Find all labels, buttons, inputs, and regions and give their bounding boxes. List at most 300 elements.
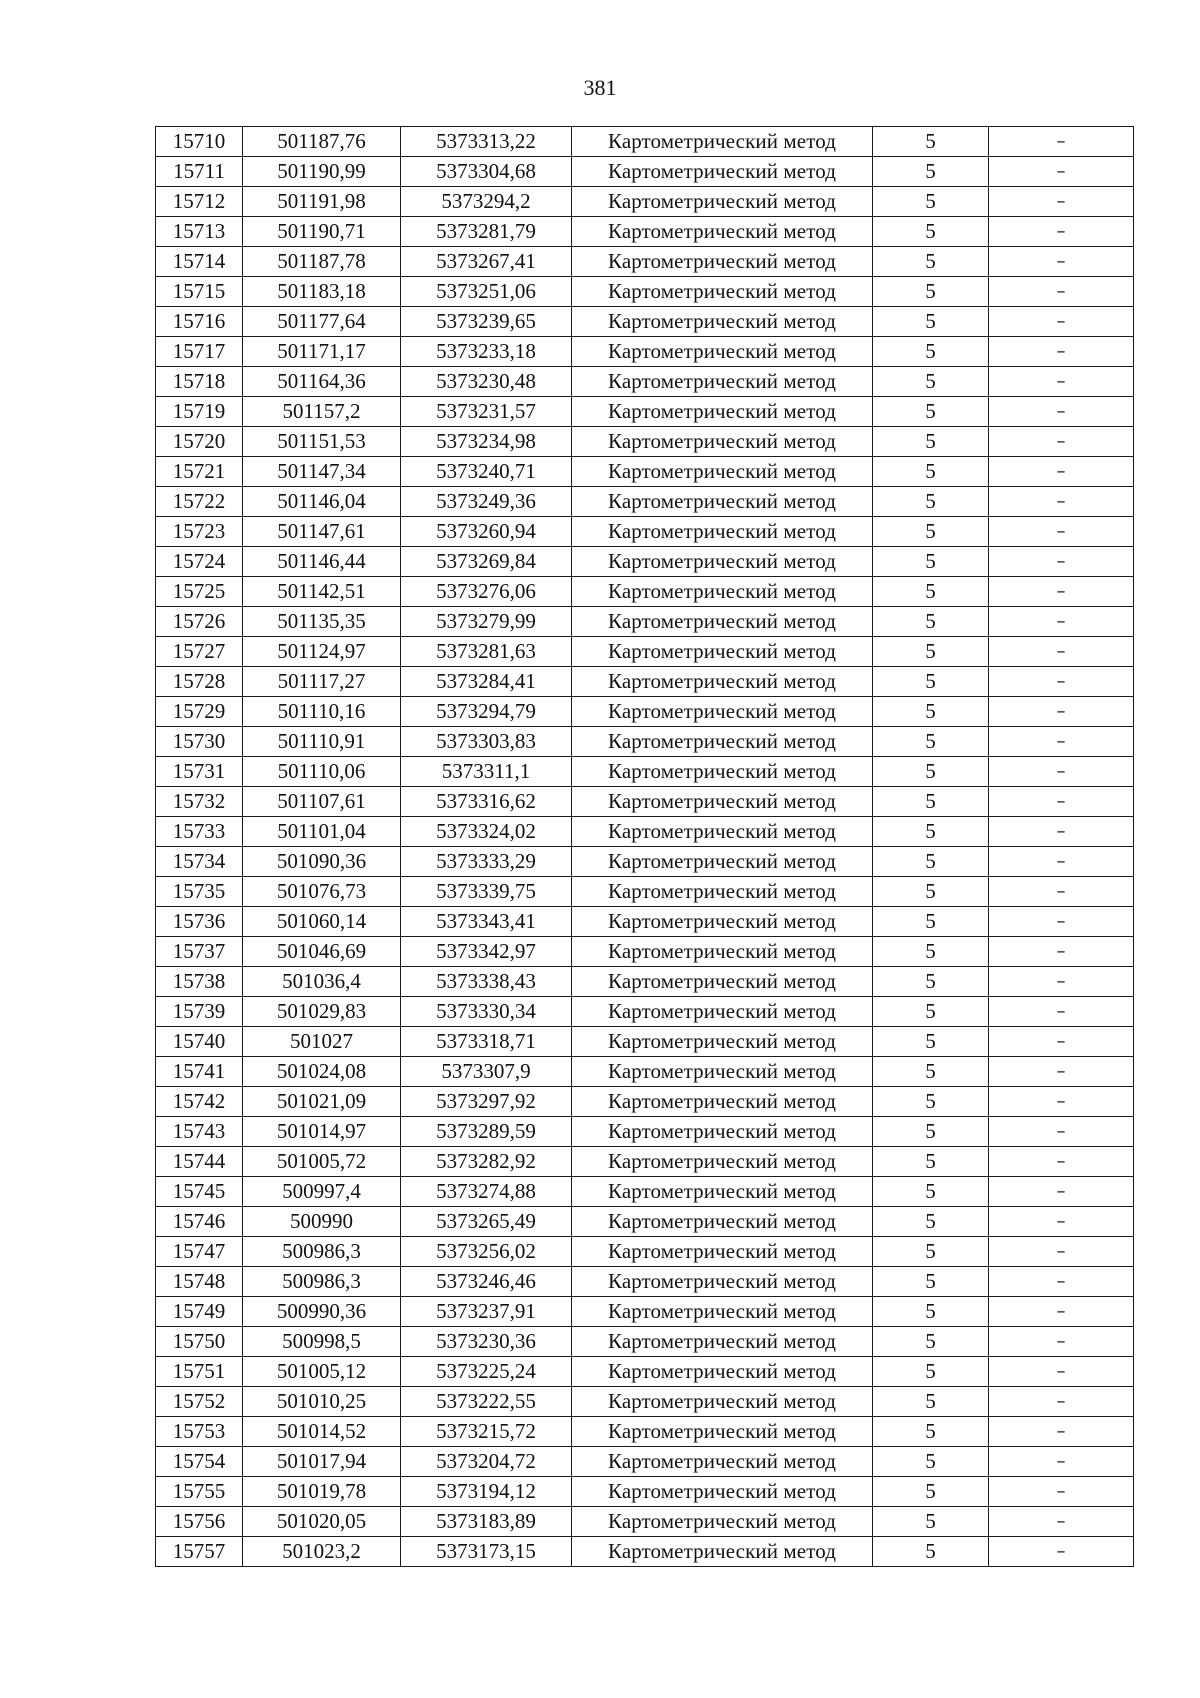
- cell-method: Картометрический метод: [572, 1387, 873, 1417]
- cell-accuracy: 5: [873, 427, 989, 457]
- table-row: [156, 1477, 1134, 1507]
- cell-accuracy: 5: [873, 277, 989, 307]
- cell-method: Картометрический метод: [572, 127, 873, 157]
- cell-accuracy: 5: [873, 1357, 989, 1387]
- cell-y-coordinate: 5373289,59: [401, 1117, 572, 1147]
- cell-accuracy: 5: [873, 247, 989, 277]
- cell-accuracy: 5: [873, 787, 989, 817]
- table-row: [156, 397, 1134, 427]
- cell-note: –: [989, 1267, 1134, 1297]
- cell-y-coordinate: 5373304,68: [401, 157, 572, 187]
- cell-point-number: 15724: [156, 547, 243, 577]
- cell-y-coordinate: 5373313,22: [401, 127, 572, 157]
- cell-accuracy: 5: [873, 457, 989, 487]
- cell-point-number: 15732: [156, 787, 243, 817]
- cell-point-number: 15741: [156, 1057, 243, 1087]
- cell-y-coordinate: 5373294,79: [401, 697, 572, 727]
- cell-point-number: 15727: [156, 637, 243, 667]
- table-row: [156, 1297, 1134, 1327]
- table-row: [156, 697, 1134, 727]
- cell-method: Картометрический метод: [572, 547, 873, 577]
- cell-x-coordinate: 501171,17: [243, 337, 401, 367]
- cell-point-number: 15745: [156, 1177, 243, 1207]
- cell-method: Картометрический метод: [572, 1477, 873, 1507]
- cell-x-coordinate: 501190,71: [243, 217, 401, 247]
- cell-y-coordinate: 5373230,48: [401, 367, 572, 397]
- cell-point-number: 15738: [156, 967, 243, 997]
- cell-point-number: 15725: [156, 577, 243, 607]
- cell-y-coordinate: 5373233,18: [401, 337, 572, 367]
- table-row: [156, 1207, 1134, 1237]
- cell-point-number: 15720: [156, 427, 243, 457]
- cell-note: –: [989, 877, 1134, 907]
- cell-method: Картометрический метод: [572, 1297, 873, 1327]
- table-row: [156, 787, 1134, 817]
- cell-x-coordinate: 501124,97: [243, 637, 401, 667]
- cell-accuracy: 5: [873, 157, 989, 187]
- cell-x-coordinate: 501183,18: [243, 277, 401, 307]
- cell-accuracy: 5: [873, 667, 989, 697]
- cell-note: –: [989, 1297, 1134, 1327]
- cell-method: Картометрический метод: [572, 1507, 873, 1537]
- cell-point-number: 15728: [156, 667, 243, 697]
- cell-y-coordinate: 5373256,02: [401, 1237, 572, 1267]
- cell-x-coordinate: 501146,44: [243, 547, 401, 577]
- cell-y-coordinate: 5373282,92: [401, 1147, 572, 1177]
- cell-y-coordinate: 5373269,84: [401, 547, 572, 577]
- cell-point-number: 15748: [156, 1267, 243, 1297]
- cell-x-coordinate: 501014,52: [243, 1417, 401, 1447]
- table-row: [156, 877, 1134, 907]
- cell-method: Картометрический метод: [572, 637, 873, 667]
- cell-point-number: 15715: [156, 277, 243, 307]
- cell-x-coordinate: 501147,34: [243, 457, 401, 487]
- cell-x-coordinate: 501036,4: [243, 967, 401, 997]
- cell-y-coordinate: 5373251,06: [401, 277, 572, 307]
- cell-y-coordinate: 5373246,46: [401, 1267, 572, 1297]
- cell-point-number: 15722: [156, 487, 243, 517]
- cell-point-number: 15751: [156, 1357, 243, 1387]
- cell-y-coordinate: 5373311,1: [401, 757, 572, 787]
- cell-note: –: [989, 937, 1134, 967]
- cell-method: Картометрический метод: [572, 1417, 873, 1447]
- cell-method: Картометрический метод: [572, 1027, 873, 1057]
- table-row: [156, 307, 1134, 337]
- cell-accuracy: 5: [873, 1387, 989, 1417]
- coordinates-table: [155, 126, 1134, 1567]
- table-row: [156, 1447, 1134, 1477]
- cell-y-coordinate: 5373307,9: [401, 1057, 572, 1087]
- table-row: [156, 967, 1134, 997]
- cell-y-coordinate: 5373173,15: [401, 1537, 572, 1567]
- cell-y-coordinate: 5373303,83: [401, 727, 572, 757]
- table-row: [156, 487, 1134, 517]
- cell-note: –: [989, 667, 1134, 697]
- cell-method: Картометрический метод: [572, 1117, 873, 1147]
- cell-method: Картометрический метод: [572, 337, 873, 367]
- cell-accuracy: 5: [873, 877, 989, 907]
- cell-method: Картометрический метод: [572, 1177, 873, 1207]
- cell-method: Картометрический метод: [572, 1237, 873, 1267]
- cell-note: –: [989, 637, 1134, 667]
- cell-note: –: [989, 907, 1134, 937]
- cell-accuracy: 5: [873, 847, 989, 877]
- cell-note: –: [989, 607, 1134, 637]
- cell-y-coordinate: 5373276,06: [401, 577, 572, 607]
- cell-x-coordinate: 501146,04: [243, 487, 401, 517]
- cell-method: Картометрический метод: [572, 697, 873, 727]
- cell-accuracy: 5: [873, 547, 989, 577]
- table-row: [156, 1237, 1134, 1267]
- table-row: [156, 247, 1134, 277]
- cell-note: –: [989, 337, 1134, 367]
- cell-point-number: 15714: [156, 247, 243, 277]
- cell-x-coordinate: 501020,05: [243, 1507, 401, 1537]
- cell-point-number: 15733: [156, 817, 243, 847]
- table-row: [156, 277, 1134, 307]
- cell-point-number: 15710: [156, 127, 243, 157]
- cell-note: –: [989, 1027, 1134, 1057]
- cell-note: –: [989, 427, 1134, 457]
- cell-method: Картометрический метод: [572, 247, 873, 277]
- cell-y-coordinate: 5373265,49: [401, 1207, 572, 1237]
- cell-note: –: [989, 1057, 1134, 1087]
- cell-y-coordinate: 5373316,62: [401, 787, 572, 817]
- cell-method: Картометрический метод: [572, 427, 873, 457]
- cell-note: –: [989, 1327, 1134, 1357]
- cell-point-number: 15719: [156, 397, 243, 427]
- cell-note: –: [989, 547, 1134, 577]
- cell-method: Картометрический метод: [572, 907, 873, 937]
- cell-note: –: [989, 1417, 1134, 1447]
- cell-accuracy: 5: [873, 817, 989, 847]
- table-row: [156, 817, 1134, 847]
- cell-y-coordinate: 5373281,63: [401, 637, 572, 667]
- cell-note: –: [989, 217, 1134, 247]
- cell-note: –: [989, 697, 1134, 727]
- cell-y-coordinate: 5373239,65: [401, 307, 572, 337]
- cell-accuracy: 5: [873, 517, 989, 547]
- cell-method: Картометрический метод: [572, 967, 873, 997]
- cell-x-coordinate: 500986,3: [243, 1267, 401, 1297]
- table-row: [156, 337, 1134, 367]
- cell-y-coordinate: 5373231,57: [401, 397, 572, 427]
- cell-point-number: 15731: [156, 757, 243, 787]
- cell-accuracy: 5: [873, 697, 989, 727]
- table-row: [156, 367, 1134, 397]
- cell-method: Картометрический метод: [572, 757, 873, 787]
- cell-method: Картометрический метод: [572, 607, 873, 637]
- cell-accuracy: 5: [873, 1327, 989, 1357]
- cell-x-coordinate: 501023,2: [243, 1537, 401, 1567]
- table-row: [156, 427, 1134, 457]
- cell-accuracy: 5: [873, 937, 989, 967]
- cell-point-number: 15743: [156, 1117, 243, 1147]
- page-number: 381: [583, 75, 617, 100]
- cell-point-number: 15736: [156, 907, 243, 937]
- cell-accuracy: 5: [873, 487, 989, 517]
- cell-x-coordinate: 501060,14: [243, 907, 401, 937]
- cell-accuracy: 5: [873, 1237, 989, 1267]
- cell-accuracy: 5: [873, 367, 989, 397]
- cell-note: –: [989, 1087, 1134, 1117]
- cell-method: Картометрический метод: [572, 457, 873, 487]
- cell-x-coordinate: 501142,51: [243, 577, 401, 607]
- cell-point-number: 15712: [156, 187, 243, 217]
- cell-point-number: 15713: [156, 217, 243, 247]
- cell-method: Картометрический метод: [572, 1537, 873, 1567]
- cell-x-coordinate: 501107,61: [243, 787, 401, 817]
- cell-y-coordinate: 5373234,98: [401, 427, 572, 457]
- cell-x-coordinate: 501076,73: [243, 877, 401, 907]
- cell-x-coordinate: 501110,06: [243, 757, 401, 787]
- cell-x-coordinate: 501014,97: [243, 1117, 401, 1147]
- table-row: [156, 937, 1134, 967]
- cell-note: –: [989, 367, 1134, 397]
- cell-method: Картометрический метод: [572, 1087, 873, 1117]
- cell-note: –: [989, 1387, 1134, 1417]
- cell-point-number: 15730: [156, 727, 243, 757]
- cell-x-coordinate: 501187,76: [243, 127, 401, 157]
- cell-x-coordinate: 501190,99: [243, 157, 401, 187]
- cell-x-coordinate: 501191,98: [243, 187, 401, 217]
- cell-point-number: 15752: [156, 1387, 243, 1417]
- cell-accuracy: 5: [873, 757, 989, 787]
- cell-x-coordinate: 501101,04: [243, 817, 401, 847]
- cell-y-coordinate: 5373249,36: [401, 487, 572, 517]
- cell-point-number: 15747: [156, 1237, 243, 1267]
- cell-accuracy: 5: [873, 607, 989, 637]
- cell-note: –: [989, 187, 1134, 217]
- cell-accuracy: 5: [873, 307, 989, 337]
- cell-accuracy: 5: [873, 637, 989, 667]
- cell-note: –: [989, 817, 1134, 847]
- cell-x-coordinate: 501027: [243, 1027, 401, 1057]
- cell-note: –: [989, 577, 1134, 607]
- cell-note: –: [989, 277, 1134, 307]
- cell-x-coordinate: 501164,36: [243, 367, 401, 397]
- cell-note: –: [989, 1477, 1134, 1507]
- cell-accuracy: 5: [873, 1267, 989, 1297]
- cell-y-coordinate: 5373260,94: [401, 517, 572, 547]
- cell-x-coordinate: 501090,36: [243, 847, 401, 877]
- table-row: [156, 217, 1134, 247]
- cell-y-coordinate: 5373333,29: [401, 847, 572, 877]
- cell-x-coordinate: 501147,61: [243, 517, 401, 547]
- cell-y-coordinate: 5373294,2: [401, 187, 572, 217]
- table-row: [156, 1357, 1134, 1387]
- cell-accuracy: 5: [873, 1117, 989, 1147]
- cell-accuracy: 5: [873, 1177, 989, 1207]
- cell-method: Картометрический метод: [572, 937, 873, 967]
- cell-accuracy: 5: [873, 1087, 989, 1117]
- cell-method: Картометрический метод: [572, 847, 873, 877]
- cell-note: –: [989, 787, 1134, 817]
- cell-accuracy: 5: [873, 1477, 989, 1507]
- table-row: [156, 187, 1134, 217]
- cell-method: Картометрический метод: [572, 1057, 873, 1087]
- cell-point-number: 15734: [156, 847, 243, 877]
- cell-x-coordinate: 501110,91: [243, 727, 401, 757]
- cell-method: Картометрический метод: [572, 1357, 873, 1387]
- table-row: [156, 127, 1134, 157]
- cell-point-number: 15729: [156, 697, 243, 727]
- cell-x-coordinate: 501151,53: [243, 427, 401, 457]
- cell-point-number: 15723: [156, 517, 243, 547]
- cell-note: –: [989, 487, 1134, 517]
- table-row: [156, 1327, 1134, 1357]
- table-row: [156, 607, 1134, 637]
- cell-x-coordinate: 501029,83: [243, 997, 401, 1027]
- cell-y-coordinate: 5373183,89: [401, 1507, 572, 1537]
- cell-method: Картометрический метод: [572, 367, 873, 397]
- cell-accuracy: 5: [873, 217, 989, 247]
- table-row: [156, 667, 1134, 697]
- cell-y-coordinate: 5373339,75: [401, 877, 572, 907]
- table-row: [156, 517, 1134, 547]
- cell-accuracy: 5: [873, 1027, 989, 1057]
- cell-x-coordinate: 501005,72: [243, 1147, 401, 1177]
- cell-x-coordinate: 500990: [243, 1207, 401, 1237]
- cell-accuracy: 5: [873, 127, 989, 157]
- cell-x-coordinate: 501005,12: [243, 1357, 401, 1387]
- cell-note: –: [989, 1537, 1134, 1567]
- table-row: [156, 1267, 1134, 1297]
- cell-point-number: 15739: [156, 997, 243, 1027]
- cell-method: Картометрический метод: [572, 307, 873, 337]
- cell-y-coordinate: 5373330,34: [401, 997, 572, 1027]
- cell-y-coordinate: 5373284,41: [401, 667, 572, 697]
- cell-point-number: 15750: [156, 1327, 243, 1357]
- cell-point-number: 15718: [156, 367, 243, 397]
- cell-x-coordinate: 500997,4: [243, 1177, 401, 1207]
- cell-note: –: [989, 1357, 1134, 1387]
- cell-point-number: 15716: [156, 307, 243, 337]
- cell-accuracy: 5: [873, 1447, 989, 1477]
- table-row: [156, 1147, 1134, 1177]
- table-row: [156, 1417, 1134, 1447]
- coordinates-table-body: [156, 127, 1134, 1567]
- table-row: [156, 547, 1134, 577]
- cell-method: Картометрический метод: [572, 787, 873, 817]
- cell-method: Картометрический метод: [572, 877, 873, 907]
- cell-point-number: 15744: [156, 1147, 243, 1177]
- table-row: [156, 577, 1134, 607]
- cell-accuracy: 5: [873, 727, 989, 757]
- cell-y-coordinate: 5373225,24: [401, 1357, 572, 1387]
- cell-accuracy: 5: [873, 1207, 989, 1237]
- cell-method: Картометрический метод: [572, 277, 873, 307]
- cell-method: Картометрический метод: [572, 817, 873, 847]
- cell-point-number: 15756: [156, 1507, 243, 1537]
- cell-point-number: 15757: [156, 1537, 243, 1567]
- table-row: [156, 997, 1134, 1027]
- cell-note: –: [989, 307, 1134, 337]
- table-row: [156, 1507, 1134, 1537]
- cell-x-coordinate: 501135,35: [243, 607, 401, 637]
- cell-point-number: 15755: [156, 1477, 243, 1507]
- cell-note: –: [989, 397, 1134, 427]
- cell-note: –: [989, 157, 1134, 187]
- cell-note: –: [989, 517, 1134, 547]
- cell-y-coordinate: 5373318,71: [401, 1027, 572, 1057]
- cell-accuracy: 5: [873, 997, 989, 1027]
- table-row: [156, 1057, 1134, 1087]
- cell-point-number: 15737: [156, 937, 243, 967]
- cell-note: –: [989, 967, 1134, 997]
- cell-x-coordinate: 501017,94: [243, 1447, 401, 1477]
- cell-y-coordinate: 5373279,99: [401, 607, 572, 637]
- cell-method: Картометрический метод: [572, 517, 873, 547]
- cell-note: –: [989, 1447, 1134, 1477]
- cell-x-coordinate: 501187,78: [243, 247, 401, 277]
- table-row: [156, 157, 1134, 187]
- cell-method: Картометрический метод: [572, 187, 873, 217]
- cell-x-coordinate: 500986,3: [243, 1237, 401, 1267]
- cell-point-number: 15754: [156, 1447, 243, 1477]
- cell-note: –: [989, 1207, 1134, 1237]
- table-row: [156, 1177, 1134, 1207]
- cell-accuracy: 5: [873, 577, 989, 607]
- table-row: [156, 1087, 1134, 1117]
- cell-note: –: [989, 847, 1134, 877]
- cell-accuracy: 5: [873, 1417, 989, 1447]
- cell-y-coordinate: 5373194,12: [401, 1477, 572, 1507]
- table-row: [156, 1027, 1134, 1057]
- cell-note: –: [989, 727, 1134, 757]
- cell-x-coordinate: 500998,5: [243, 1327, 401, 1357]
- cell-x-coordinate: 500990,36: [243, 1297, 401, 1327]
- cell-accuracy: 5: [873, 1057, 989, 1087]
- cell-note: –: [989, 997, 1134, 1027]
- cell-point-number: 15735: [156, 877, 243, 907]
- cell-note: –: [989, 1117, 1134, 1147]
- cell-accuracy: 5: [873, 337, 989, 367]
- cell-note: –: [989, 127, 1134, 157]
- cell-method: Картометрический метод: [572, 577, 873, 607]
- cell-point-number: 15742: [156, 1087, 243, 1117]
- cell-x-coordinate: 501021,09: [243, 1087, 401, 1117]
- table-row: [156, 1117, 1134, 1147]
- cell-y-coordinate: 5373215,72: [401, 1417, 572, 1447]
- cell-method: Картометрический метод: [572, 397, 873, 427]
- cell-note: –: [989, 757, 1134, 787]
- cell-x-coordinate: 501177,64: [243, 307, 401, 337]
- cell-note: –: [989, 457, 1134, 487]
- cell-accuracy: 5: [873, 1537, 989, 1567]
- cell-y-coordinate: 5373267,41: [401, 247, 572, 277]
- table-row: [156, 757, 1134, 787]
- table-row: [156, 457, 1134, 487]
- cell-note: –: [989, 1237, 1134, 1267]
- cell-y-coordinate: 5373281,79: [401, 217, 572, 247]
- table-row: [156, 1387, 1134, 1417]
- cell-point-number: 15711: [156, 157, 243, 187]
- table-row: [156, 1537, 1134, 1567]
- cell-y-coordinate: 5373230,36: [401, 1327, 572, 1357]
- cell-x-coordinate: 501010,25: [243, 1387, 401, 1417]
- cell-method: Картометрический метод: [572, 1207, 873, 1237]
- cell-y-coordinate: 5373324,02: [401, 817, 572, 847]
- cell-method: Картометрический метод: [572, 1327, 873, 1357]
- cell-method: Картометрический метод: [572, 997, 873, 1027]
- cell-accuracy: 5: [873, 187, 989, 217]
- cell-x-coordinate: 501157,2: [243, 397, 401, 427]
- table-row: [156, 637, 1134, 667]
- cell-y-coordinate: 5373222,55: [401, 1387, 572, 1417]
- cell-y-coordinate: 5373237,91: [401, 1297, 572, 1327]
- cell-point-number: 15721: [156, 457, 243, 487]
